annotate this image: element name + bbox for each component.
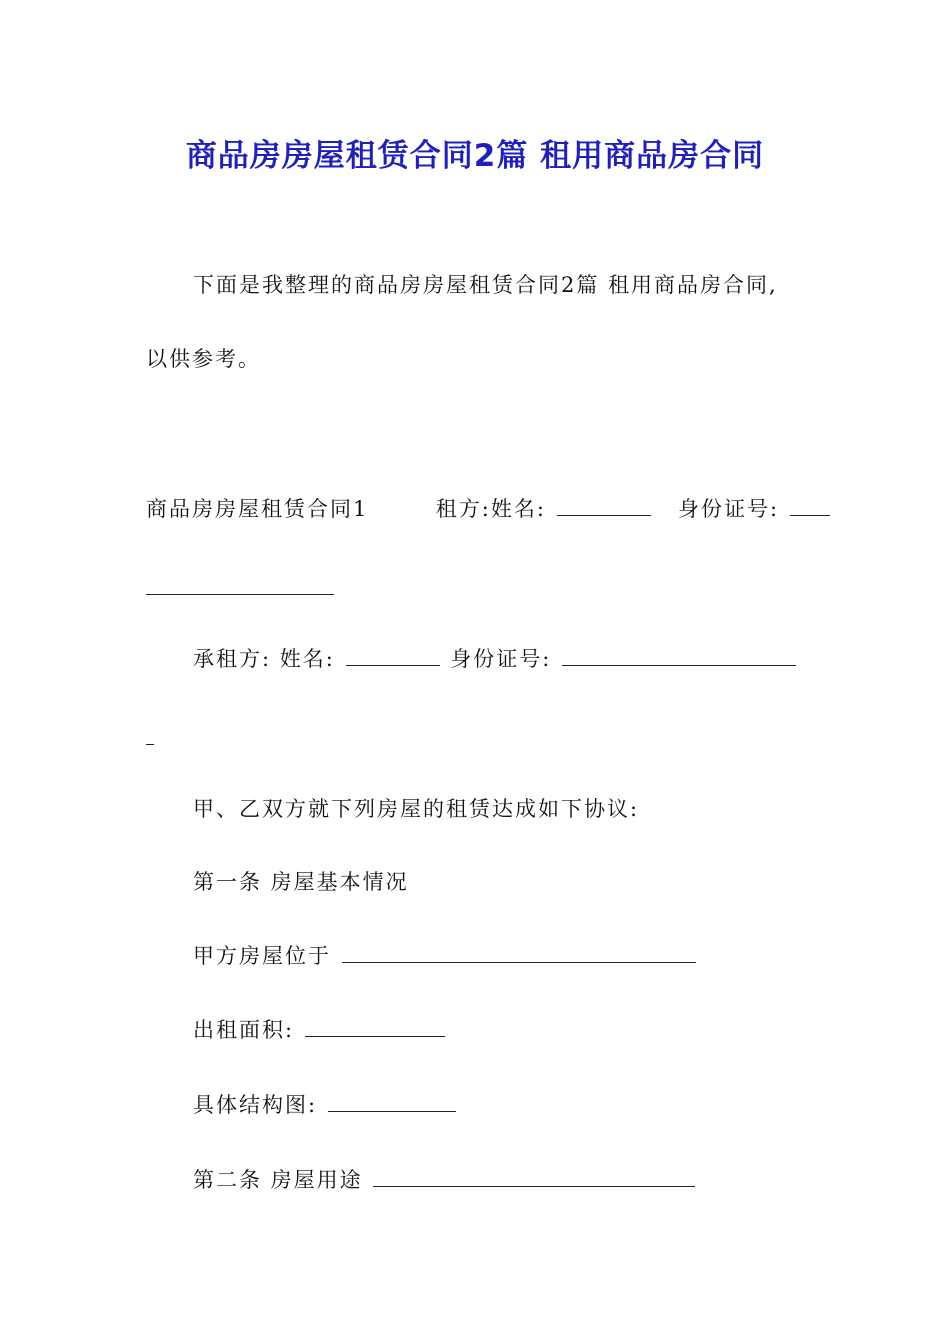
lessee-id-blank-continued <box>146 743 154 745</box>
lessor-id-label: 身份证号: <box>677 497 780 521</box>
location-line <box>193 941 698 971</box>
intro-line-2: 以供参考。 <box>146 347 261 371</box>
intro-line-1: 下面是我整理的商品房房屋租赁合同2篇 租用商品房合同, <box>193 273 778 297</box>
area-line <box>193 1015 447 1045</box>
lessee-line <box>193 644 798 674</box>
article2-title: 第二条 房屋用途 <box>193 1168 363 1192</box>
location-label: 甲方房屋位于 <box>193 944 331 968</box>
lessor-name-blank <box>557 495 651 516</box>
agreement-intro: 甲、乙双方就下列房屋的租赁达成如下协议: <box>193 797 640 821</box>
article1-title: 第一条 房屋基本情况 <box>193 870 409 894</box>
structure-line <box>193 1090 458 1120</box>
lessee-name-label: 承租方: 姓名: <box>193 647 335 671</box>
area-blank <box>305 1016 445 1037</box>
lessor-id-blank-continued <box>146 593 334 595</box>
contract1-heading: 商品房房屋租赁合同1 <box>146 497 369 521</box>
structure-label: 具体结构图: <box>193 1093 318 1117</box>
area-label: 出租面积: <box>193 1018 295 1042</box>
location-blank <box>342 942 696 963</box>
lessee-name-blank <box>346 645 440 666</box>
lessor-name-label: 租方:姓名: <box>435 497 546 521</box>
lessor-id-blank <box>790 495 830 516</box>
lessee-id-blank <box>562 645 796 666</box>
lessor-line <box>146 494 832 524</box>
lessee-id-label: 身份证号: <box>450 647 552 671</box>
structure-blank <box>328 1091 456 1112</box>
document-title: 商品房房屋租赁合同2篇 租用商品房合同 <box>185 138 765 174</box>
usage-blank <box>373 1166 695 1187</box>
article2-line <box>193 1165 697 1195</box>
